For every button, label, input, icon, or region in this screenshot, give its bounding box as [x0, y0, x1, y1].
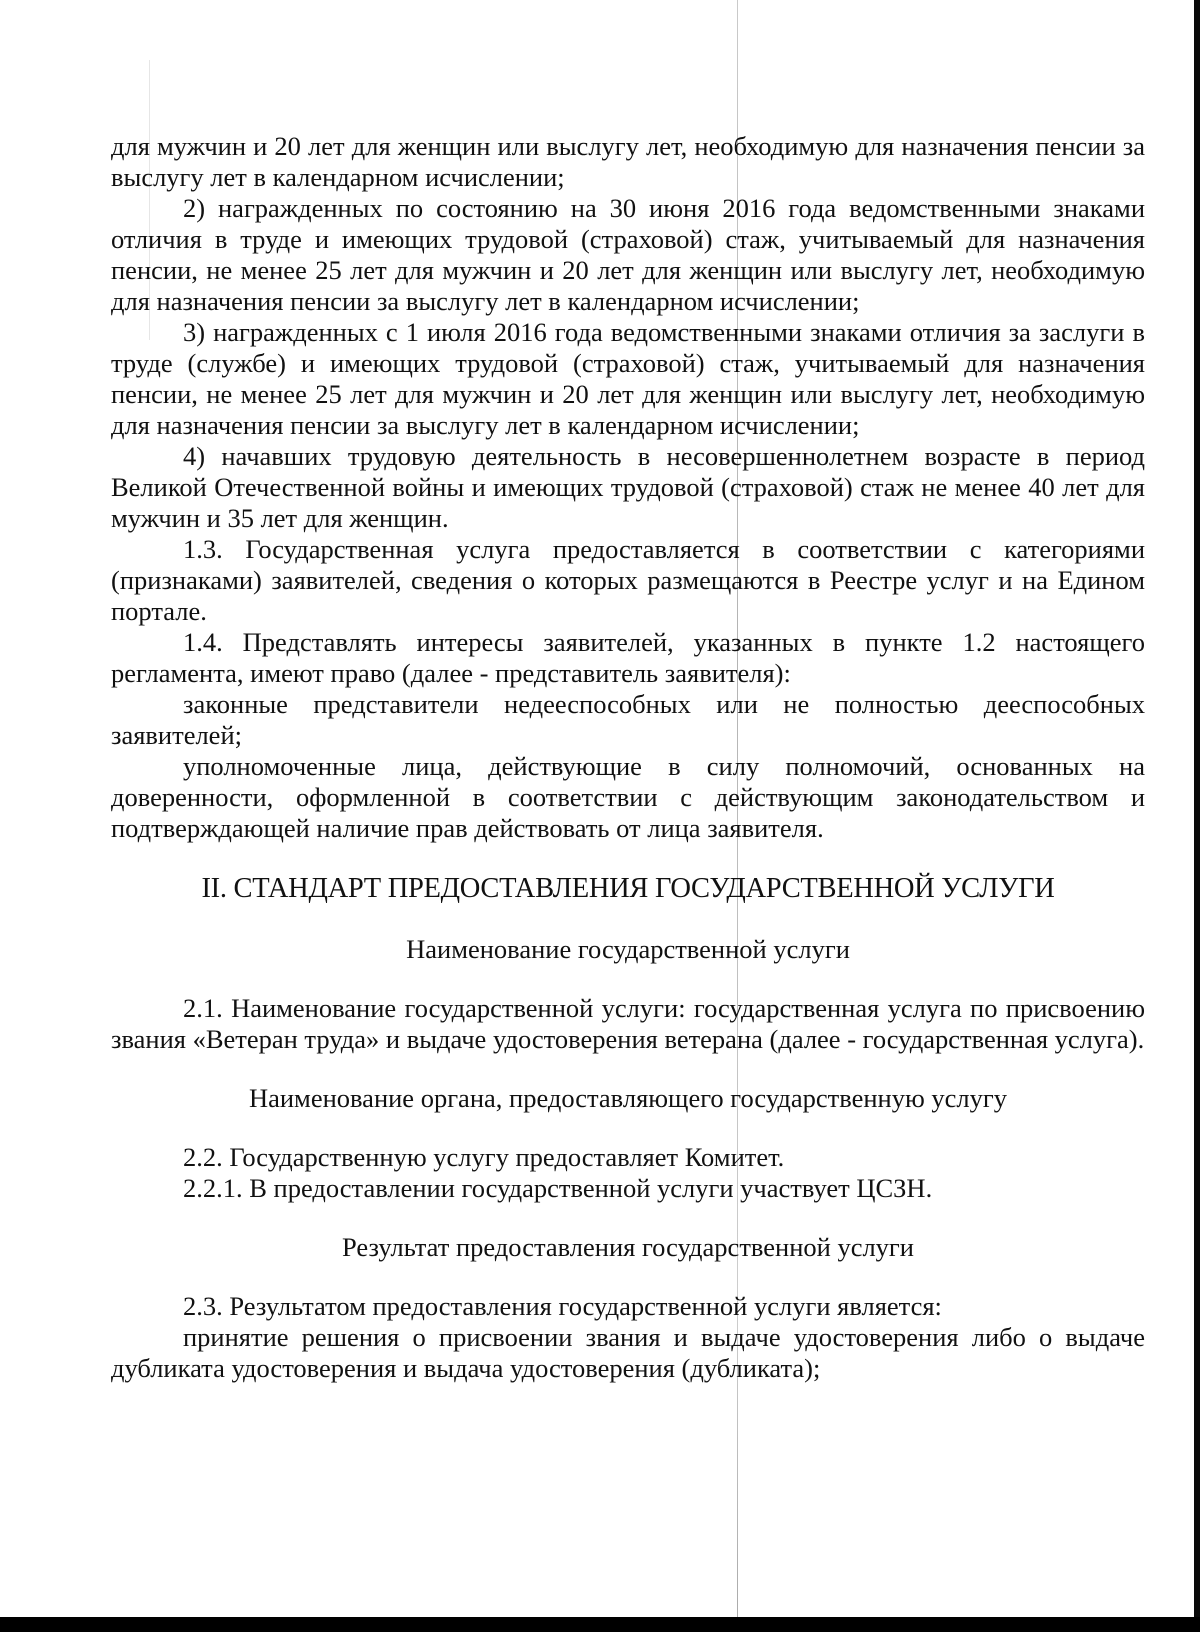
document-body [111, 131, 1145, 1384]
paragraph-legal-representatives: законные представители недееспособных или не полностью дееспособных заявителей; [111, 689, 1145, 750]
spacer [111, 1055, 1145, 1083]
paragraph-continuation: для мужчин и 20 лет для женщин или выслугу лет, необходимую для назначения пенсии за выслугу лет в календарном исчислении; [111, 131, 1145, 192]
paragraph-2-2-1: 2.2.1. В предоставлении государственной услуги участвует ЦСЗН. [183, 1173, 933, 1203]
spacer [111, 1263, 1145, 1291]
subheading-service-name: Наименование государственной услуги [406, 934, 850, 964]
paragraph-1-3: 1.3. Государственная услуга предоставляется в соответствии с категориями (признаками) заявителей, сведения о которых размещаются в Реестре услуг и на Едином портале. [111, 534, 1145, 626]
scan-right-edge [1194, 0, 1200, 1632]
paragraph-decision: принятие решения о присвоении звания и выдаче удостоверения либо о выдаче дубликата удостоверения и выдача удостоверения (дубликата); [111, 1322, 1145, 1383]
subheading-authority-name: Наименование органа, предоставляющего государственную услугу [248, 1083, 1008, 1113]
paragraph-1-4: 1.4. Представлять интересы заявителей, указанных в пункте 1.2 настоящего регламента, имеют право (далее - представитель заявителя): [111, 627, 1145, 688]
spacer [111, 1204, 1145, 1232]
paragraph-2-2: 2.2. Государственную услугу предоставляет Комитет. [183, 1142, 785, 1172]
spacer [111, 965, 1145, 993]
scan-bottom-edge [0, 1617, 1200, 1632]
subheading-service-result: Результат предоставления государственной услуги [342, 1232, 914, 1262]
paragraph-item-2: 2) награжденных по состоянию на 30 июня 2016 года ведомственными знаками отличия в труде и имеющих трудовой (страховой) стаж, учитываемый для назначения пенсии, не менее 25 лет для мужчин и 20 лет для женщин или выслугу лет, необходимую для назначения пенсии за выслугу лет в календарном исчислении; [111, 193, 1145, 316]
paragraph-item-3: 3) награжденных с 1 июля 2016 года ведомственными знаками отличия за заслуги в труде (службе) и имеющих трудовой (страховой) стаж, учитываемый для назначения пенсии, не менее 25 лет для мужчин и 20 лет для женщин или выслугу лет, необходимую для назначения пенсии за выслугу лет в календарном исчислении; [111, 317, 1145, 440]
paragraph-2-1: 2.1. Наименование государственной услуги: государственная услуга по присвоению звания «Ветеран труда» и выдаче удостоверения ветерана (далее - государственная услуга). [111, 993, 1145, 1054]
spacer [111, 906, 1145, 934]
paragraph-item-4: 4) начавших трудовую деятельность в несовершеннолетнем возрасте в период Великой Отечественной войны и имеющих трудовой (страховой) стаж не менее 40 лет для мужчин и 35 лет для женщин. [111, 441, 1145, 533]
section-heading: II. СТАНДАРТ ПРЕДОСТАВЛЕНИЯ ГОСУДАРСТВЕННОЙ УСЛУГИ [201, 873, 1055, 904]
spacer [111, 1114, 1145, 1142]
spacer [111, 844, 1145, 872]
paragraph-authorized-persons: уполномоченные лица, действующие в силу полномочий, основанных на доверенности, оформленной в соответствии с действующим законодательством и подтверждающей наличие прав действовать от лица заявителя. [111, 751, 1145, 843]
paragraph-2-3: 2.3. Результатом предоставления государственной услуги является: [183, 1291, 942, 1321]
